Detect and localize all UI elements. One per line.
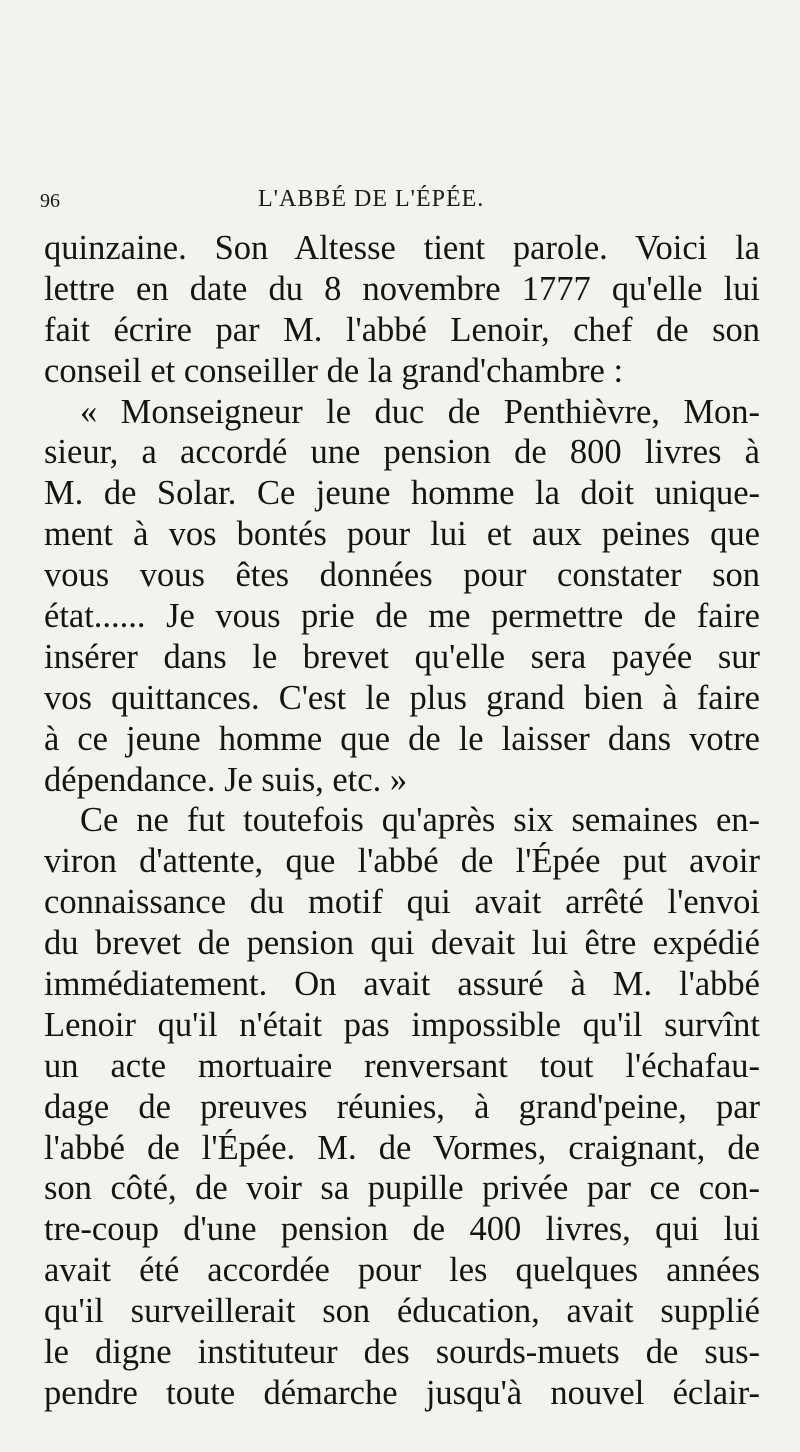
- page-number: 96: [40, 190, 60, 212]
- text-line: connaissance du motif qui avait arrêté l'envoi: [44, 883, 760, 922]
- running-title: L'ABBÉ DE L'ÉPÉE.: [258, 186, 485, 212]
- text-line: état...... Je vous prie de me permettre de faire: [44, 597, 760, 636]
- text-line: viron d'attente, que l'abbé de l'Épée put avoir: [44, 842, 760, 881]
- text-line: du brevet de pension qui devait lui être expédié: [44, 924, 760, 963]
- text-line: l'abbé de l'Épée. M. de Vormes, craignant, de: [44, 1128, 760, 1167]
- text-line: fait écrire par M. l'abbé Lenoir, chef de son: [44, 310, 760, 349]
- text-line: vos quittances. C'est le plus grand bien à faire: [44, 678, 760, 717]
- text-line: quinzaine. Son Altesse tient parole. Voici la: [44, 229, 760, 267]
- text-line: pendre toute démarche jusqu'à nouvel éclair-: [44, 1373, 760, 1412]
- text-line: dage de preuves réunies, à grand'peine, par: [44, 1087, 760, 1126]
- text-line: M. de Solar. Ce jeune homme la doit unique-: [44, 474, 760, 513]
- text-line: un acte mortuaire renversant tout l'échafau-: [44, 1046, 760, 1085]
- text-line: dépendance. Je suis, etc. »: [44, 760, 408, 799]
- text-line: le digne instituteur des sourds-muets de sus-: [44, 1333, 760, 1372]
- text-line: « Monseigneur le duc de Penthièvre, Mon-: [80, 392, 760, 431]
- text-line: vous vous êtes données pour constater son: [44, 556, 760, 595]
- text-line: insérer dans le brevet qu'elle sera payée sur: [44, 637, 760, 676]
- text-line: tre-coup d'une pension de 400 livres, qui lui: [44, 1210, 760, 1249]
- running-head: [40, 184, 760, 220]
- text-line: avait été accordée pour les quelques années: [44, 1251, 760, 1290]
- text-line: qu'il surveillerait son éducation, avait supplié: [44, 1292, 760, 1331]
- text-line: ment à vos bontés pour lui et aux peines que: [44, 515, 760, 554]
- text-line: à ce jeune homme que de le laisser dans votre: [44, 719, 760, 758]
- text-line: Lenoir qu'il n'était pas impossible qu'il survînt: [44, 1005, 760, 1044]
- text-line: lettre en date du 8 novembre 1777 qu'elle lui: [44, 269, 760, 308]
- text-line: immédiatement. On avait assuré à M. l'abbé: [44, 965, 760, 1004]
- text-line: sieur, a accordé une pension de 800 livres à: [44, 433, 760, 472]
- text-line: son côté, de voir sa pupille privée par ce con-: [44, 1169, 760, 1208]
- text-line: Ce ne fut toutefois qu'après six semaines en-: [80, 801, 760, 840]
- text-line: conseil et conseiller de la grand'chambre :: [44, 351, 624, 390]
- body-text: [44, 228, 760, 1414]
